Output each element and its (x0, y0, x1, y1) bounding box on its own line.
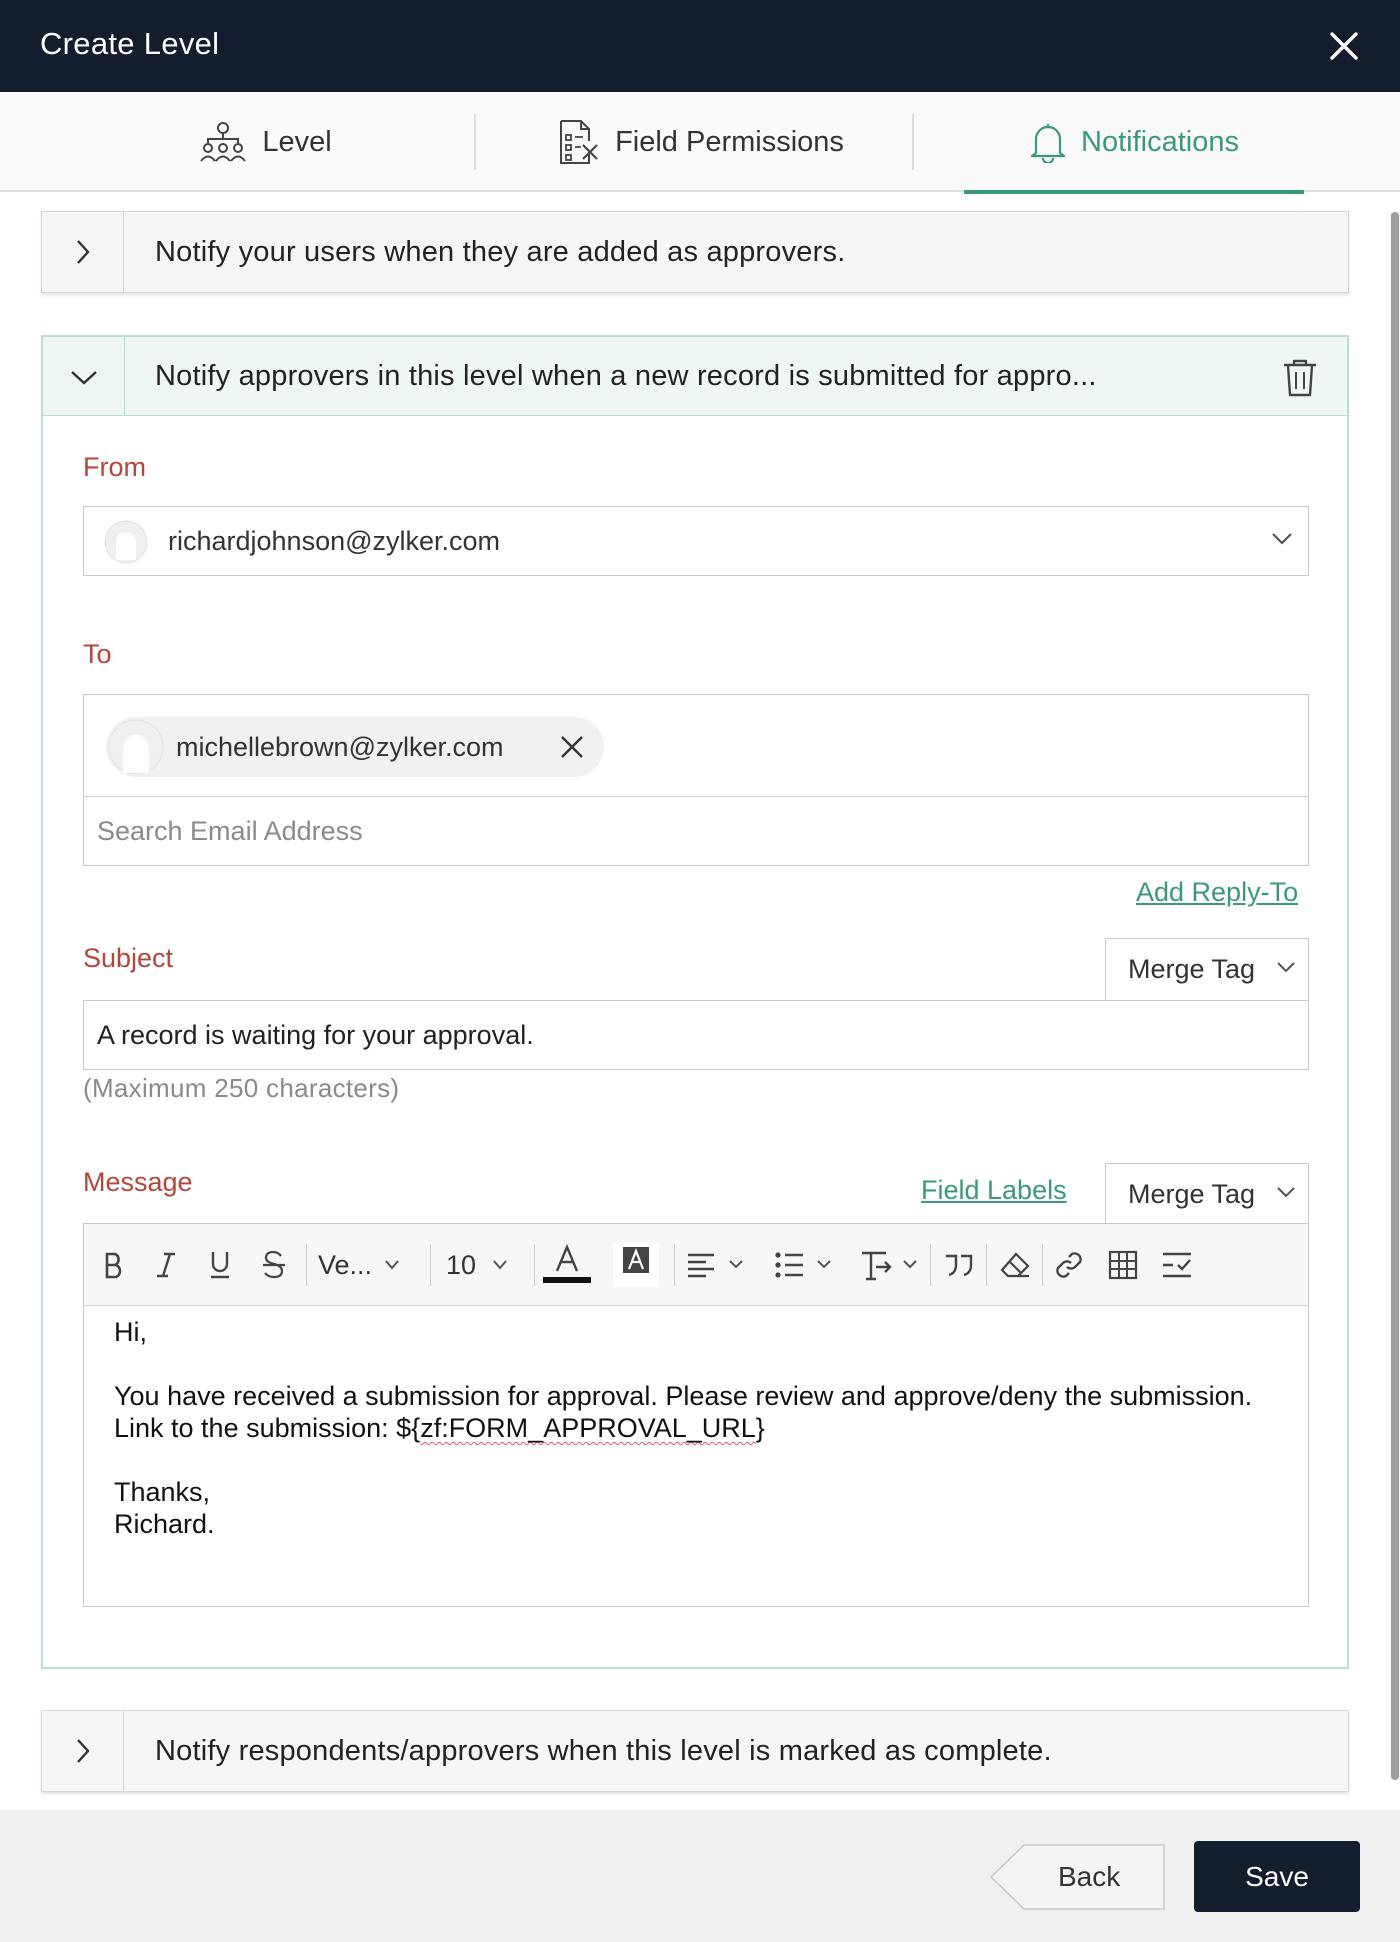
add-reply-to-link[interactable]: Add Reply-To (1136, 877, 1299, 907)
link-icon[interactable] (1048, 1242, 1090, 1288)
tab-field-permissions[interactable] (548, 92, 853, 192)
more-options-icon[interactable] (1156, 1242, 1198, 1288)
subject-field[interactable] (83, 1000, 1309, 1070)
message-line: You have received a submission for approval. Please review and approve/deny the submission. (114, 1381, 1253, 1411)
message-line (114, 1412, 1284, 1444)
font-family-select[interactable] (318, 1242, 422, 1288)
remove-chip-icon[interactable] (558, 733, 586, 761)
subject-merge-tag-button[interactable] (1105, 938, 1309, 1000)
message-text: Link to the submission: ${ (114, 1413, 421, 1443)
tab-field-permissions-label: Field Permissions (615, 125, 844, 158)
tab-divider (474, 114, 476, 170)
toolbar-divider (306, 1244, 307, 1286)
section-new-record (41, 335, 1349, 1669)
align-icon[interactable] (684, 1242, 750, 1288)
italic-icon[interactable] (146, 1242, 186, 1288)
text-color-icon[interactable] (540, 1242, 594, 1288)
subject-input[interactable] (84, 1001, 1308, 1069)
eraser-icon[interactable] (994, 1242, 1036, 1288)
blockquote-icon[interactable] (938, 1242, 980, 1288)
expand-chevron-icon[interactable] (42, 212, 124, 292)
font-family-value: Ve... (318, 1249, 373, 1280)
back-button[interactable] (990, 1844, 1165, 1910)
chevron-down-icon (1276, 961, 1296, 975)
section-title: Notify respondents/approvers when this level is marked as complete. (155, 1735, 1052, 1767)
field-labels-link[interactable]: Field Labels (921, 1175, 1067, 1205)
strikethrough-icon[interactable] (254, 1242, 294, 1288)
field-permissions-icon (557, 119, 601, 165)
section-title: Notify approvers in this level when a new record is submitted for appro... (155, 360, 1097, 392)
window-title: Create Level (40, 26, 220, 61)
merge-field-text: zf:FORM_APPROVAL_URL (420, 1413, 756, 1443)
tab-level[interactable] (185, 92, 345, 192)
from-select[interactable] (83, 506, 1309, 576)
merge-tag-label: Merge Tag (1128, 1179, 1256, 1209)
message-line: Richard. (114, 1509, 215, 1539)
toolbar-divider (674, 1244, 675, 1286)
tab-notifications-label: Notifications (1081, 125, 1239, 158)
message-editor (83, 1223, 1309, 1607)
underline-icon[interactable] (200, 1242, 240, 1288)
recipient-chip (106, 717, 604, 777)
message-body[interactable] (114, 1316, 1284, 1540)
chevron-down-icon (1276, 1186, 1296, 1200)
message-line: Thanks, (114, 1477, 211, 1507)
avatar (108, 719, 164, 775)
message-label: Message (83, 1167, 193, 1197)
save-button[interactable]: Save (1194, 1841, 1360, 1912)
collapse-chevron-icon[interactable] (43, 337, 125, 416)
footer-bar (0, 1810, 1400, 1942)
to-label: To (83, 639, 112, 669)
search-email-input[interactable] (84, 797, 1308, 865)
tab-bar (0, 92, 1400, 192)
chevron-down-icon (1270, 531, 1294, 547)
toolbar-divider (1042, 1244, 1043, 1286)
bold-icon[interactable] (94, 1242, 134, 1288)
merge-tag-label: Merge Tag (1128, 954, 1256, 984)
toolbar-divider (430, 1244, 431, 1286)
from-label: From (83, 452, 146, 482)
scrollbar-thumb[interactable] (1391, 212, 1399, 1780)
font-size-value: 10 (446, 1249, 477, 1280)
subject-label: Subject (83, 943, 174, 973)
trash-icon[interactable] (1281, 357, 1319, 397)
section-level-complete[interactable] (41, 1710, 1349, 1792)
background-color-icon[interactable] (612, 1242, 660, 1288)
from-value: richardjohnson@zylker.com (168, 526, 501, 556)
section-header[interactable] (43, 337, 1347, 416)
bell-icon (1029, 121, 1067, 163)
message-line: Hi, (114, 1317, 147, 1347)
tab-notifications[interactable] (964, 92, 1304, 192)
message-merge-tag-button[interactable] (1105, 1163, 1309, 1225)
avatar (104, 520, 148, 564)
font-size-select[interactable] (446, 1242, 528, 1288)
toolbar-divider (930, 1244, 931, 1286)
indent-icon[interactable] (858, 1242, 924, 1288)
table-icon[interactable] (1102, 1242, 1144, 1288)
recipient-email: michellebrown@zylker.com (176, 732, 504, 762)
back-label: Back (1058, 1861, 1121, 1892)
toolbar-divider (986, 1244, 987, 1286)
expand-chevron-icon[interactable] (42, 1711, 124, 1791)
subject-hint: (Maximum 250 characters) (83, 1073, 400, 1103)
chevron-down-icon (492, 1259, 508, 1271)
title-bar (0, 0, 1400, 92)
list-icon[interactable] (772, 1242, 838, 1288)
chevron-down-icon (384, 1259, 400, 1271)
tab-level-label: Level (262, 125, 332, 158)
hierarchy-icon (198, 121, 248, 163)
editor-toolbar (84, 1224, 1308, 1306)
section-title: Notify your users when they are added as approvers. (155, 236, 846, 268)
close-icon[interactable] (1322, 24, 1366, 68)
section-added-as-approvers[interactable] (41, 211, 1349, 293)
tab-divider (912, 114, 914, 170)
toolbar-divider (534, 1244, 535, 1286)
message-text: } (755, 1413, 765, 1443)
to-field (83, 694, 1309, 866)
